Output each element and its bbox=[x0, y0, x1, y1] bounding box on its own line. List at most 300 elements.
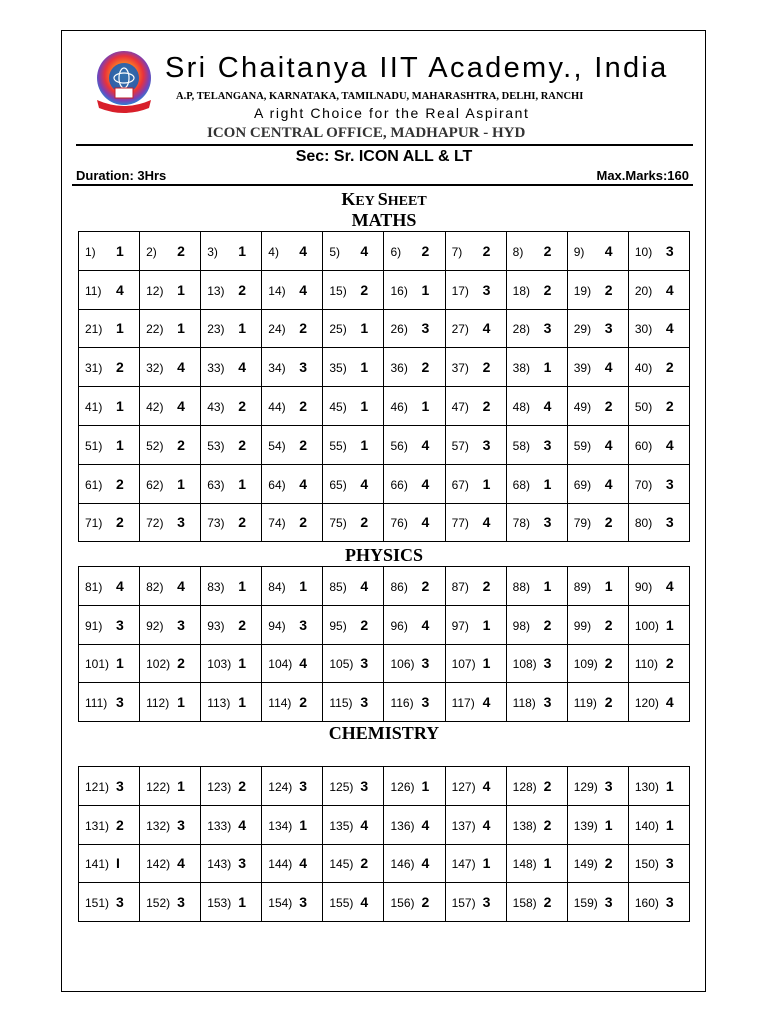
answer-option: 1 bbox=[116, 242, 124, 259]
answer-option: 2 bbox=[177, 655, 185, 672]
answer-option: 3 bbox=[604, 320, 613, 337]
answer-option: 3 bbox=[543, 320, 552, 337]
key-cell bbox=[445, 464, 506, 503]
key-row bbox=[79, 567, 690, 606]
key-cell bbox=[323, 844, 384, 883]
question-number: 82) bbox=[146, 579, 164, 594]
key-cell bbox=[140, 387, 201, 426]
answer-option: 3 bbox=[299, 616, 308, 633]
question-number: 123) bbox=[207, 779, 232, 794]
key-cell bbox=[384, 464, 445, 503]
key-cell bbox=[201, 683, 262, 722]
key-cell bbox=[79, 425, 140, 464]
answer-option: 4 bbox=[299, 242, 308, 259]
answer-option: 4 bbox=[665, 320, 674, 337]
key-cell bbox=[445, 270, 506, 309]
answer-option: 4 bbox=[360, 475, 369, 492]
key-sheet-title: KEY SHEET bbox=[341, 189, 427, 209]
question-number: 160) bbox=[634, 896, 659, 911]
key-cell bbox=[445, 232, 506, 271]
answer-option: I bbox=[116, 855, 120, 872]
key-cell bbox=[262, 270, 323, 309]
key-cell bbox=[79, 644, 140, 683]
key-cell bbox=[628, 270, 689, 309]
question-number: 94) bbox=[268, 618, 286, 633]
answer-option: 1 bbox=[116, 320, 124, 337]
question-number: 53) bbox=[207, 438, 225, 453]
question-number: 139) bbox=[573, 818, 598, 833]
key-cell bbox=[323, 683, 384, 722]
answer-option: 2 bbox=[299, 320, 308, 337]
question-number: 149) bbox=[573, 857, 598, 872]
question-number: 113) bbox=[207, 696, 231, 711]
key-cell bbox=[262, 503, 323, 542]
key-cell bbox=[628, 387, 689, 426]
question-number: 20) bbox=[634, 283, 653, 298]
answer-option: 1 bbox=[177, 475, 185, 492]
answer-option: 2 bbox=[177, 436, 185, 453]
question-number: 8) bbox=[512, 244, 524, 259]
question-number: 61) bbox=[85, 477, 103, 492]
key-cell bbox=[201, 348, 262, 387]
key-cell bbox=[506, 683, 567, 722]
answer-option: 4 bbox=[177, 398, 185, 415]
answer-option: 4 bbox=[116, 577, 124, 594]
question-number: 128) bbox=[512, 779, 537, 794]
question-number: 144) bbox=[268, 857, 293, 872]
question-number: 38) bbox=[512, 361, 530, 376]
key-row bbox=[79, 348, 690, 387]
key-cell bbox=[140, 883, 201, 922]
question-number: 137) bbox=[451, 818, 476, 833]
key-row bbox=[79, 844, 690, 883]
answer-option: 4 bbox=[360, 242, 369, 259]
question-number: 45) bbox=[329, 400, 347, 415]
answer-option: 3 bbox=[482, 894, 491, 911]
answer-option: 4 bbox=[482, 320, 491, 337]
answer-option: 3 bbox=[421, 320, 430, 337]
answer-option: 3 bbox=[604, 777, 613, 794]
question-number: 150) bbox=[634, 857, 659, 872]
key-cell bbox=[384, 605, 445, 644]
answer-option: 4 bbox=[665, 281, 674, 298]
key-row bbox=[79, 503, 690, 542]
question-number: 87) bbox=[451, 579, 469, 594]
key-cell bbox=[384, 232, 445, 271]
answer-option: 3 bbox=[116, 694, 124, 711]
key-cell bbox=[79, 605, 140, 644]
question-number: 158) bbox=[512, 896, 537, 911]
question-number: 109) bbox=[573, 657, 598, 672]
question-number: 133) bbox=[207, 818, 232, 833]
question-number: 134) bbox=[268, 818, 293, 833]
answer-option: 3 bbox=[116, 616, 124, 633]
question-number: 85) bbox=[329, 579, 347, 594]
key-cell bbox=[506, 348, 567, 387]
answer-option: 2 bbox=[360, 616, 369, 633]
question-number: 81) bbox=[85, 579, 103, 594]
key-cell bbox=[79, 805, 140, 844]
question-number: 106) bbox=[390, 657, 415, 672]
key-cell bbox=[201, 844, 262, 883]
question-number: 131) bbox=[85, 818, 110, 833]
question-number: 75) bbox=[329, 516, 347, 531]
question-number: 114) bbox=[268, 696, 292, 711]
question-number: 73) bbox=[207, 516, 225, 531]
question-number: 111) bbox=[85, 696, 108, 711]
key-cell bbox=[384, 683, 445, 722]
key-cell bbox=[506, 270, 567, 309]
key-cell bbox=[384, 567, 445, 606]
answer-option: 4 bbox=[177, 855, 185, 872]
key-cell bbox=[140, 503, 201, 542]
key-cell bbox=[79, 683, 140, 722]
question-number: 117) bbox=[451, 696, 475, 711]
answer-option: 2 bbox=[543, 281, 552, 298]
question-number: 122) bbox=[146, 779, 171, 794]
question-number: 151) bbox=[85, 896, 110, 911]
answer-option: 2 bbox=[421, 359, 430, 376]
question-number: 48) bbox=[512, 400, 530, 415]
answer-option: 2 bbox=[299, 398, 308, 415]
question-number: 64) bbox=[268, 477, 286, 492]
question-number: 96) bbox=[390, 618, 408, 633]
key-cell bbox=[201, 503, 262, 542]
answer-option: 1 bbox=[665, 816, 674, 833]
question-number: 30) bbox=[634, 322, 653, 337]
answer-option: 1 bbox=[116, 436, 124, 453]
key-cell bbox=[79, 387, 140, 426]
key-cell bbox=[567, 387, 628, 426]
key-cell bbox=[506, 805, 567, 844]
answer-option: 4 bbox=[360, 894, 369, 911]
answer-option: 3 bbox=[665, 242, 674, 259]
key-cell bbox=[628, 605, 689, 644]
answer-option: 4 bbox=[482, 514, 491, 531]
answer-option: 4 bbox=[177, 577, 185, 594]
key-cell bbox=[506, 883, 567, 922]
key-cell bbox=[567, 425, 628, 464]
answer-option: 4 bbox=[421, 855, 430, 872]
question-number: 47) bbox=[451, 400, 469, 415]
question-number: 135) bbox=[329, 818, 354, 833]
institute-office: ICON CENTRAL OFFICE, MADHAPUR - HYD bbox=[207, 125, 526, 141]
question-number: 28) bbox=[512, 322, 530, 337]
answer-option: 1 bbox=[238, 655, 246, 672]
question-number: 68) bbox=[512, 477, 530, 492]
key-row bbox=[79, 232, 690, 271]
question-number: 69) bbox=[573, 477, 592, 492]
answer-option: 2 bbox=[604, 616, 613, 633]
question-number: 51) bbox=[85, 438, 103, 453]
key-cell bbox=[506, 464, 567, 503]
answer-option: 1 bbox=[299, 577, 308, 594]
key-cell bbox=[323, 644, 384, 683]
key-cell bbox=[384, 503, 445, 542]
key-cell bbox=[384, 883, 445, 922]
question-number: 92) bbox=[146, 618, 164, 633]
answer-option: 4 bbox=[604, 475, 613, 492]
header-rule-bottom bbox=[72, 184, 693, 186]
key-cell bbox=[323, 387, 384, 426]
answer-option: 3 bbox=[177, 894, 185, 911]
question-number: 41) bbox=[85, 400, 103, 415]
answer-option: 2 bbox=[238, 281, 246, 298]
answer-option: 4 bbox=[665, 577, 674, 594]
question-number: 74) bbox=[268, 516, 286, 531]
answer-option: 3 bbox=[543, 436, 552, 453]
key-cell bbox=[628, 309, 689, 348]
answer-option: 2 bbox=[482, 398, 491, 415]
key-cell bbox=[445, 503, 506, 542]
question-number: 27) bbox=[451, 322, 469, 337]
answer-option: 2 bbox=[604, 281, 613, 298]
answer-option: 4 bbox=[421, 514, 430, 531]
key-cell bbox=[323, 464, 384, 503]
key-cell bbox=[628, 232, 689, 271]
answer-option: 1 bbox=[238, 694, 246, 711]
key-cell bbox=[628, 683, 689, 722]
institute-name: Sri Chaitanya IIT Academy., India bbox=[165, 52, 669, 84]
answer-option: 1 bbox=[116, 398, 124, 415]
question-number: 58) bbox=[512, 438, 530, 453]
key-cell bbox=[262, 805, 323, 844]
key-cell bbox=[262, 232, 323, 271]
question-number: 132) bbox=[146, 818, 171, 833]
answer-option: 1 bbox=[177, 281, 185, 298]
key-cell bbox=[201, 805, 262, 844]
key-cell bbox=[567, 567, 628, 606]
question-number: 49) bbox=[573, 400, 592, 415]
question-number: 23) bbox=[207, 322, 225, 337]
question-number: 5) bbox=[329, 244, 341, 259]
question-number: 80) bbox=[634, 516, 653, 531]
answer-option: 3 bbox=[116, 777, 124, 794]
key-cell bbox=[628, 348, 689, 387]
question-number: 55) bbox=[329, 438, 347, 453]
question-number: 153) bbox=[207, 896, 232, 911]
answer-option: 1 bbox=[421, 398, 430, 415]
question-number: 42) bbox=[146, 400, 164, 415]
answer-option: 4 bbox=[421, 616, 430, 633]
question-number: 63) bbox=[207, 477, 225, 492]
key-cell bbox=[262, 309, 323, 348]
question-number: 146) bbox=[390, 857, 415, 872]
key-cell bbox=[323, 503, 384, 542]
answer-option: 3 bbox=[360, 777, 369, 794]
key-cell bbox=[506, 232, 567, 271]
answer-option: 1 bbox=[421, 777, 430, 794]
answer-option: 3 bbox=[665, 855, 674, 872]
key-cell bbox=[506, 605, 567, 644]
answer-option: 2 bbox=[482, 577, 491, 594]
answer-option: 1 bbox=[543, 577, 552, 594]
question-number: 70) bbox=[634, 477, 653, 492]
question-number: 88) bbox=[512, 579, 530, 594]
answer-option: 1 bbox=[177, 694, 185, 711]
question-number: 12) bbox=[146, 283, 164, 298]
key-cell bbox=[140, 425, 201, 464]
answer-option: 4 bbox=[482, 777, 491, 794]
key-cell bbox=[262, 348, 323, 387]
institute-logo bbox=[93, 50, 155, 116]
key-cell bbox=[262, 883, 323, 922]
key-cell bbox=[384, 270, 445, 309]
key-cell bbox=[506, 567, 567, 606]
key-cell bbox=[201, 232, 262, 271]
key-row bbox=[79, 683, 690, 722]
answer-option: 2 bbox=[665, 359, 674, 376]
answer-option: 3 bbox=[421, 655, 430, 672]
question-number: 83) bbox=[207, 579, 225, 594]
answer-option: 4 bbox=[482, 694, 491, 711]
answer-option: 1 bbox=[238, 475, 246, 492]
key-cell bbox=[445, 605, 506, 644]
key-cell bbox=[384, 387, 445, 426]
subject-title-maths: MATHS bbox=[351, 210, 417, 230]
question-number: 39) bbox=[573, 361, 592, 376]
key-cell bbox=[628, 844, 689, 883]
answer-option: 1 bbox=[482, 655, 491, 672]
question-number: 43) bbox=[207, 400, 225, 415]
question-number: 31) bbox=[85, 361, 103, 376]
answer-option: 4 bbox=[604, 242, 613, 259]
answer-option: 4 bbox=[299, 281, 308, 298]
key-cell bbox=[262, 567, 323, 606]
answer-option: 1 bbox=[543, 475, 552, 492]
answer-option: 3 bbox=[665, 894, 674, 911]
answer-option: 2 bbox=[360, 855, 369, 872]
key-cell bbox=[506, 309, 567, 348]
question-number: 95) bbox=[329, 618, 347, 633]
answer-option: 2 bbox=[116, 359, 124, 376]
answer-option: 2 bbox=[482, 359, 491, 376]
answer-option: 2 bbox=[543, 242, 552, 259]
key-cell bbox=[140, 644, 201, 683]
answer-option: 1 bbox=[238, 320, 246, 337]
answer-option: 1 bbox=[360, 320, 369, 337]
key-cell bbox=[140, 309, 201, 348]
physics-key-table bbox=[78, 566, 690, 722]
answer-option: 2 bbox=[604, 398, 613, 415]
answer-option: 4 bbox=[421, 475, 430, 492]
key-cell bbox=[140, 767, 201, 806]
question-number: 141) bbox=[85, 857, 110, 872]
question-number: 116) bbox=[390, 696, 414, 711]
question-number: 98) bbox=[512, 618, 530, 633]
key-cell bbox=[323, 805, 384, 844]
section-code: Sec: Sr. ICON ALL & LT bbox=[295, 148, 473, 165]
question-number: 15) bbox=[329, 283, 347, 298]
answer-option: 2 bbox=[299, 694, 308, 711]
key-cell bbox=[201, 464, 262, 503]
question-number: 97) bbox=[451, 618, 469, 633]
answer-option: 4 bbox=[421, 816, 430, 833]
answer-option: 1 bbox=[482, 855, 491, 872]
answer-option: 1 bbox=[360, 359, 369, 376]
key-cell bbox=[567, 309, 628, 348]
key-cell bbox=[262, 644, 323, 683]
chemistry-key-table bbox=[78, 766, 690, 922]
key-cell bbox=[567, 767, 628, 806]
question-number: 90) bbox=[634, 579, 653, 594]
question-number: 140) bbox=[634, 818, 659, 833]
question-number: 2) bbox=[146, 244, 157, 259]
key-cell bbox=[628, 883, 689, 922]
key-cell bbox=[384, 805, 445, 844]
key-cell bbox=[445, 844, 506, 883]
key-cell bbox=[201, 270, 262, 309]
question-number: 65) bbox=[329, 477, 347, 492]
answer-option: 4 bbox=[238, 816, 246, 833]
question-number: 124) bbox=[268, 779, 293, 794]
answer-option: 2 bbox=[665, 398, 674, 415]
key-cell bbox=[445, 805, 506, 844]
question-number: 6) bbox=[390, 244, 402, 259]
question-number: 54) bbox=[268, 438, 286, 453]
answer-option: 4 bbox=[299, 855, 308, 872]
question-number: 99) bbox=[573, 618, 592, 633]
key-cell bbox=[567, 683, 628, 722]
key-cell bbox=[567, 605, 628, 644]
key-cell bbox=[567, 232, 628, 271]
question-number: 86) bbox=[390, 579, 408, 594]
question-number: 32) bbox=[146, 361, 164, 376]
key-cell bbox=[506, 844, 567, 883]
question-number: 78) bbox=[512, 516, 530, 531]
answer-option: 2 bbox=[665, 655, 674, 672]
subject-title-physics: PHYSICS bbox=[344, 545, 424, 565]
question-number: 14) bbox=[268, 283, 286, 298]
answer-option: 3 bbox=[543, 694, 552, 711]
key-cell bbox=[140, 348, 201, 387]
answer-option: 2 bbox=[360, 514, 369, 531]
key-cell bbox=[140, 464, 201, 503]
answer-option: 2 bbox=[543, 777, 552, 794]
question-number: 24) bbox=[268, 322, 286, 337]
key-cell bbox=[445, 567, 506, 606]
key-cell bbox=[79, 270, 140, 309]
answer-option: 3 bbox=[604, 894, 613, 911]
question-number: 130) bbox=[634, 779, 659, 794]
answer-option: 3 bbox=[238, 855, 246, 872]
answer-option: 1 bbox=[604, 577, 613, 594]
answer-option: 3 bbox=[177, 816, 185, 833]
duration: Duration: 3Hrs bbox=[76, 168, 167, 183]
key-cell bbox=[567, 844, 628, 883]
key-cell bbox=[323, 567, 384, 606]
key-cell bbox=[262, 464, 323, 503]
question-number: 29) bbox=[573, 322, 592, 337]
key-cell bbox=[384, 309, 445, 348]
key-cell bbox=[323, 348, 384, 387]
answer-option: 3 bbox=[665, 514, 674, 531]
key-cell bbox=[628, 425, 689, 464]
answer-option: 1 bbox=[482, 616, 491, 633]
answer-option: 3 bbox=[421, 694, 430, 711]
key-cell bbox=[79, 232, 140, 271]
question-number: 57) bbox=[451, 438, 469, 453]
question-number: 37) bbox=[451, 361, 469, 376]
question-number: 142) bbox=[146, 857, 171, 872]
answer-option: 2 bbox=[299, 514, 308, 531]
answer-option: 4 bbox=[604, 359, 613, 376]
answer-option: 1 bbox=[238, 242, 246, 259]
answer-option: 2 bbox=[177, 242, 185, 259]
key-cell bbox=[79, 348, 140, 387]
question-number: 67) bbox=[451, 477, 469, 492]
key-cell bbox=[445, 348, 506, 387]
